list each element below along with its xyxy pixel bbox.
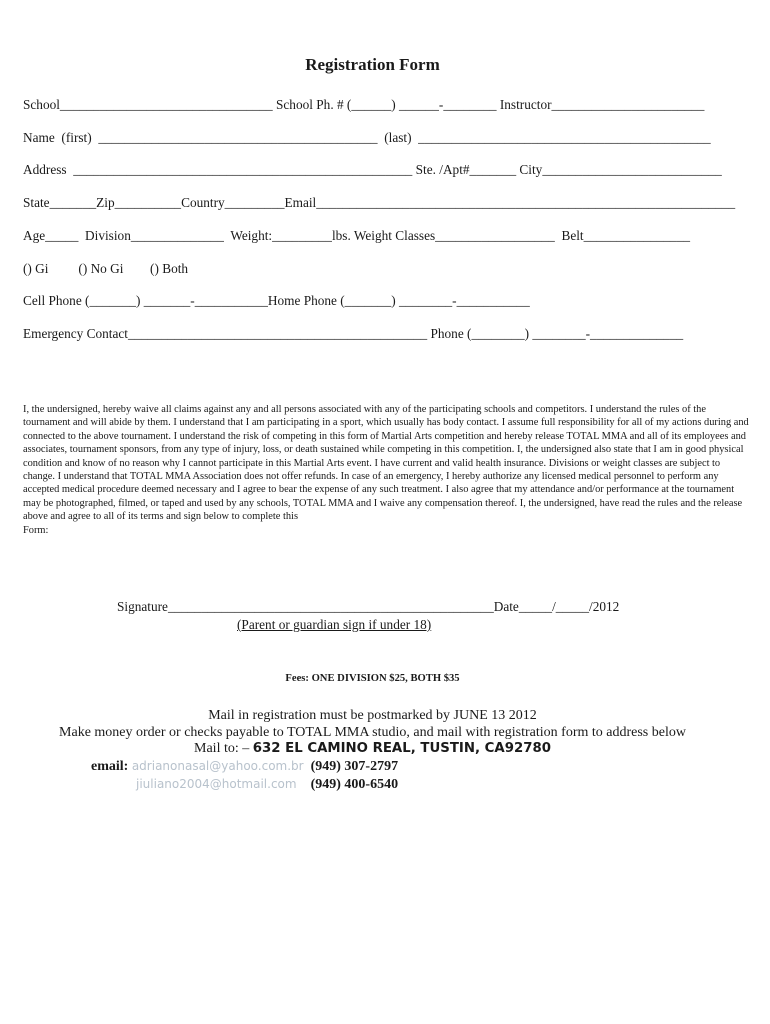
waiver-form-word: Form: xyxy=(23,524,49,536)
phone-number-2: (949) 400-6540 xyxy=(310,777,399,792)
emergency-contact-line: Emergency Contact_____________________________________________ Phone (________) ________-______________ xyxy=(23,326,684,341)
signature-line: Signature_________________________________________________Date_____/_____/2012 xyxy=(117,599,620,614)
gi-options-line: () Gi () No Gi () Both xyxy=(23,261,189,276)
mail-address: 632 EL CAMINO REAL, TUSTIN, CA92780 xyxy=(252,741,551,756)
age-line: Age_____ Division______________ Weight:_________lbs. Weight Classes__________________ Belt________________ xyxy=(23,228,691,243)
waiver-paragraph: I, the undersigned, hereby waive all claims against any and all persons associated with any of the participating schools and competitors. I understand the rules of the tournament and will abide by them. I understand that I am participating in a sport, which usually has body contact. I assume full responsibility for all of my actions during and connected to the above tournament. I understand the risk of competing in this form of Martial Arts competition and hereby release TOTAL MMA and all of its employees and associates, tournament sponsors, from any type of injury, loss, or death sustained while competing in this competition. I, the undersigned also state that I am in good physical condition and know of no reason why I cannot participate in this Martial Arts event. I have current and valid health insurance. Divisions or weight classes are subject to change. I understand that TOTAL MMA Association does not offer refunds. In case of an emergency, I hereby authorize any licensed medical personnel to perform any accepted medical procedure deemed necessary and I agree to bear the expense of any such treatment. I also agree that my attendance and/or performance at the tournament may be photographed, filmed, or taped and used by any schools, TOTAL MMA and I waive any compensation thereof. I, the undersigned, have read the rules and the release above and agree to all of its terms and sign below to complete this xyxy=(23,404,749,523)
form-title: Registration Form xyxy=(305,55,440,74)
phone-line: Cell Phone (_______) _______-___________Home Phone (_______) ________-___________ xyxy=(23,293,530,308)
postmark-deadline: Mail in registration must be postmarked by JUNE 13 2012 xyxy=(208,708,537,723)
email-label: email: xyxy=(91,759,129,774)
state-line: State_______Zip__________Country_________Email_______________________________________________________________ xyxy=(23,195,736,210)
name-line: Name (first) __________________________________________ (last) ____________________________________________ xyxy=(23,130,711,145)
address-line: Address ___________________________________________________ Ste. /Apt#_______ City___________________________ xyxy=(23,162,722,177)
waiver-text xyxy=(23,403,750,537)
fees-line: Fees: ONE DIVISION $25, BOTH $35 xyxy=(285,673,460,684)
phone-number-1: (949) 307-2797 xyxy=(310,759,399,774)
email-address-2: jiuliano2004@hotmail.com xyxy=(136,777,297,791)
mail-to-line xyxy=(0,741,745,757)
mail-to-label: Mail to: – xyxy=(194,741,253,756)
contact-row-1 xyxy=(91,759,398,775)
guardian-note: (Parent or guardian sign if under 18) xyxy=(237,617,432,632)
payment-instructions: Make money order or checks payable to TOTAL MMA studio, and mail with registration form to address below xyxy=(59,725,686,740)
school-line: School________________________________ School Ph. # (______) ______-________ Instructor_______________________ xyxy=(23,97,705,112)
contact-row-2 xyxy=(136,777,398,793)
email-address-1: adrianonasal@yahoo.com.br xyxy=(131,759,304,773)
